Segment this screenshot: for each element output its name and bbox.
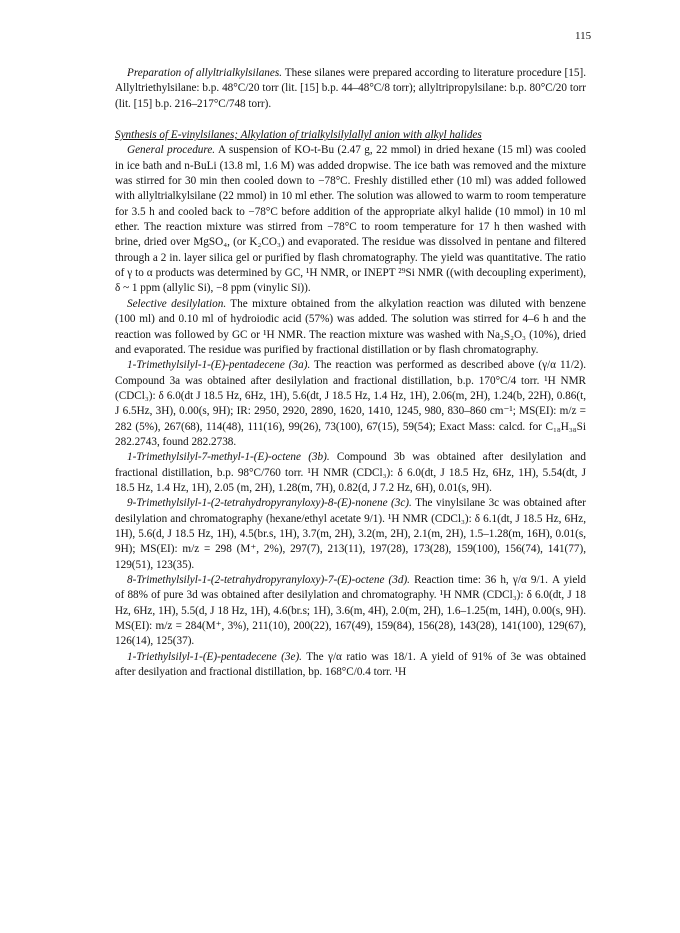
compound-3b-paragraph <box>115 450 586 496</box>
page-number: 115 <box>575 30 592 42</box>
compound-text: The γ/α ratio was 18/1. A yield of 91% of 3e was obtained after desilyation and fractional distillation, bp. 168°C/0.4 torr. ¹H <box>115 650 586 679</box>
compound-title: 8-Trimethylsilyl-1-(2-tetrahydropyranyloxy)-7-(E)-octene (3d). <box>127 574 410 586</box>
compound-text: Compound 3b was obtained after desilylation and fractional distillation, b.p. 98°C/760 torr. ¹H NMR (CDCl₃): δ 6.0(dt, J 18.5 Hz, 6Hz, 1H), 5.54(dt, J 18.5 Hz, 1.4 Hz, 1H), 2.05 (m, 2H), 1.28(m, 7H), 0.82(d, J 7.2 Hz, 6H), 0.01(s, 9H). <box>115 451 586 494</box>
paragraph-text: These silanes were prepared according to literature procedure [15]. Allyltriethylsilane: b.p. 48°C/20 torr (lit. [15] b.p. 44–48°C/8 torr); allyltripropylsilane: b.p. 80°C/20 torr (lit. [15] b.p. 216–217°C/748 torr). <box>115 67 586 110</box>
compound-text: Reaction time: 36 h, γ/α 9/1. A yield of 88% of pure 3d was obtained after desilylation and chromatography. ¹H NMR (CDCl₃): δ 6.0(dt, J 18 Hz, 6Hz, 1H), 5.5(d, J 18 Hz, 1H), 4.6(br.s; 1H), 3.6(m, 4H), 2.0(m, 2H), 1.6–1.25(m, 14H), 0.00(s, 9H). MS(EI): m/z = 284(M⁺, 3%), 211(10), 200(22), 167(49), 159(84), 156(28), 143(28), 141(100), 129(67), 126(14), 125(37). <box>115 574 586 648</box>
compound-3a-paragraph <box>115 358 586 450</box>
compound-title: 9-Trimethylsilyl-1-(2-tetrahydropyranyloxy)-8-(E)-nonene (3c). <box>127 497 412 510</box>
body-text <box>115 66 586 680</box>
desilylation-paragraph <box>115 297 586 358</box>
paragraph-text: The mixture obtained from the alkylation reaction was diluted with benzene (100 ml) and 0.10 ml of hydroiodic acid (57%) was added. The solution was stirred for 4–6 h and the reaction was followed by GC or ¹H NMR. The reaction mixture was washed with Na₂S₂O₃ (10%), dried and evaporated. The residue was purified by fractional distillation or by flash chromatography. <box>115 297 586 356</box>
compound-3c-paragraph <box>115 496 586 573</box>
compound-title: 1-Triethylsilyl-1-(E)-pentadecene (3e). <box>127 650 302 663</box>
compound-3e-paragraph <box>115 650 586 681</box>
compound-title: 1-Trimethylsilyl-1-(E)-pentadecene (3a). <box>127 359 311 372</box>
section-heading: Synthesis of E-vinylsilanes; Alkylation of trialkylsilylallyl anion with alkyl halides <box>115 129 482 142</box>
compound-text: The reaction was performed as described above (γ/α 11/2). Compound 3a was obtained after desilylation and fractional distillation, b.p. 170°C/4 torr. ¹H NMR (CDCl₃): δ 6.0(dt J 18.5 Hz, 6Hz, 1H), 5.6(dt, J 18.5 Hz, 1.4 Hz, 1H), 2.06(m, 2H), 1.24(b, 22H), 0.86(t, J 6.5Hz, 3H), 0.00(s, 9H); IR: 2950, 2920, 2890, 1620, 1410, 1245, 980, 830–860 cm⁻¹; MS(EI): m/z = 282 (5%), 267(68), 114(48), 111(16), 99(26), 73(100), 67(15), 59(54); Exact Mass: calcd. for C₁₈H₃₈Si 282.2743, found 282.2738. <box>115 359 586 448</box>
compound-text: The vinylsilane 3c was obtained after desilylation and chromatography (hexane/ethyl acetate 9/1). ¹H NMR (CDCl₃): δ 6.1(dt, J 18.5 Hz, 6Hz, 1H), 5.6(d, J 18.5 Hz, 1H), 4.5(br.s, 1H), 3.7(m, 2H), 3.2(m, 2H), 2.1(m, 2H), 1.5–1.28(m, 16H), 0.01(s, 9H); MS(EI): m/z = 298 (M⁺, 2%), 297(7), 213(11), 197(28), 173(28), 159(100), 156(74), 141(77), 129(51), 123(35). <box>115 497 586 571</box>
paragraph-title: Selective desilylation. <box>127 297 227 310</box>
general-procedure-paragraph <box>115 143 586 296</box>
compound-3d-paragraph <box>115 573 586 650</box>
compound-title: 1-Trimethylsilyl-7-methyl-1-(E)-octene (3b). <box>127 451 330 464</box>
paragraph-text: A suspension of KO-t-Bu (2.47 g, 22 mmol) in dried hexane (15 ml) was cooled in ice bath and n-BuLi (13.8 ml, 1.6 M) was added dropwise. The ice bath was removed and the mixture was stirred for 30 min then cooled down to −78°C. Freshly distilled ether (10 ml) was added followed with allyltrialkylsilane (22 mmol) in 10 ml ether. The solution was allowed to warm to room temperature for 3.5 h and cooled back to −78°C before addition of the appropriate alkyl halide (10 mmol) in 10 ml ether. The reaction mixture was stirred from −78°C to room temperature for 17 h then washed with brine, dried over MgSO₄, (or K₂CO₃) and evaporated. The residue was dissolved in pentane and filtered through a 2 in. layer silica gel or purified by flash chromatography. The yield was quantitative. The ratio of γ to α products was determined by GC, ¹H NMR, or INEPT ²⁹Si NMR ((with decoupling experiment), δ ~ 1 ppm (allylic Si), −8 ppm (vinylic Si)). <box>115 144 587 295</box>
paragraph-title: Preparation of allyltrialkylsilanes. <box>127 67 283 79</box>
paragraph-title: General procedure. <box>127 144 216 157</box>
preparation-paragraph <box>115 66 586 112</box>
